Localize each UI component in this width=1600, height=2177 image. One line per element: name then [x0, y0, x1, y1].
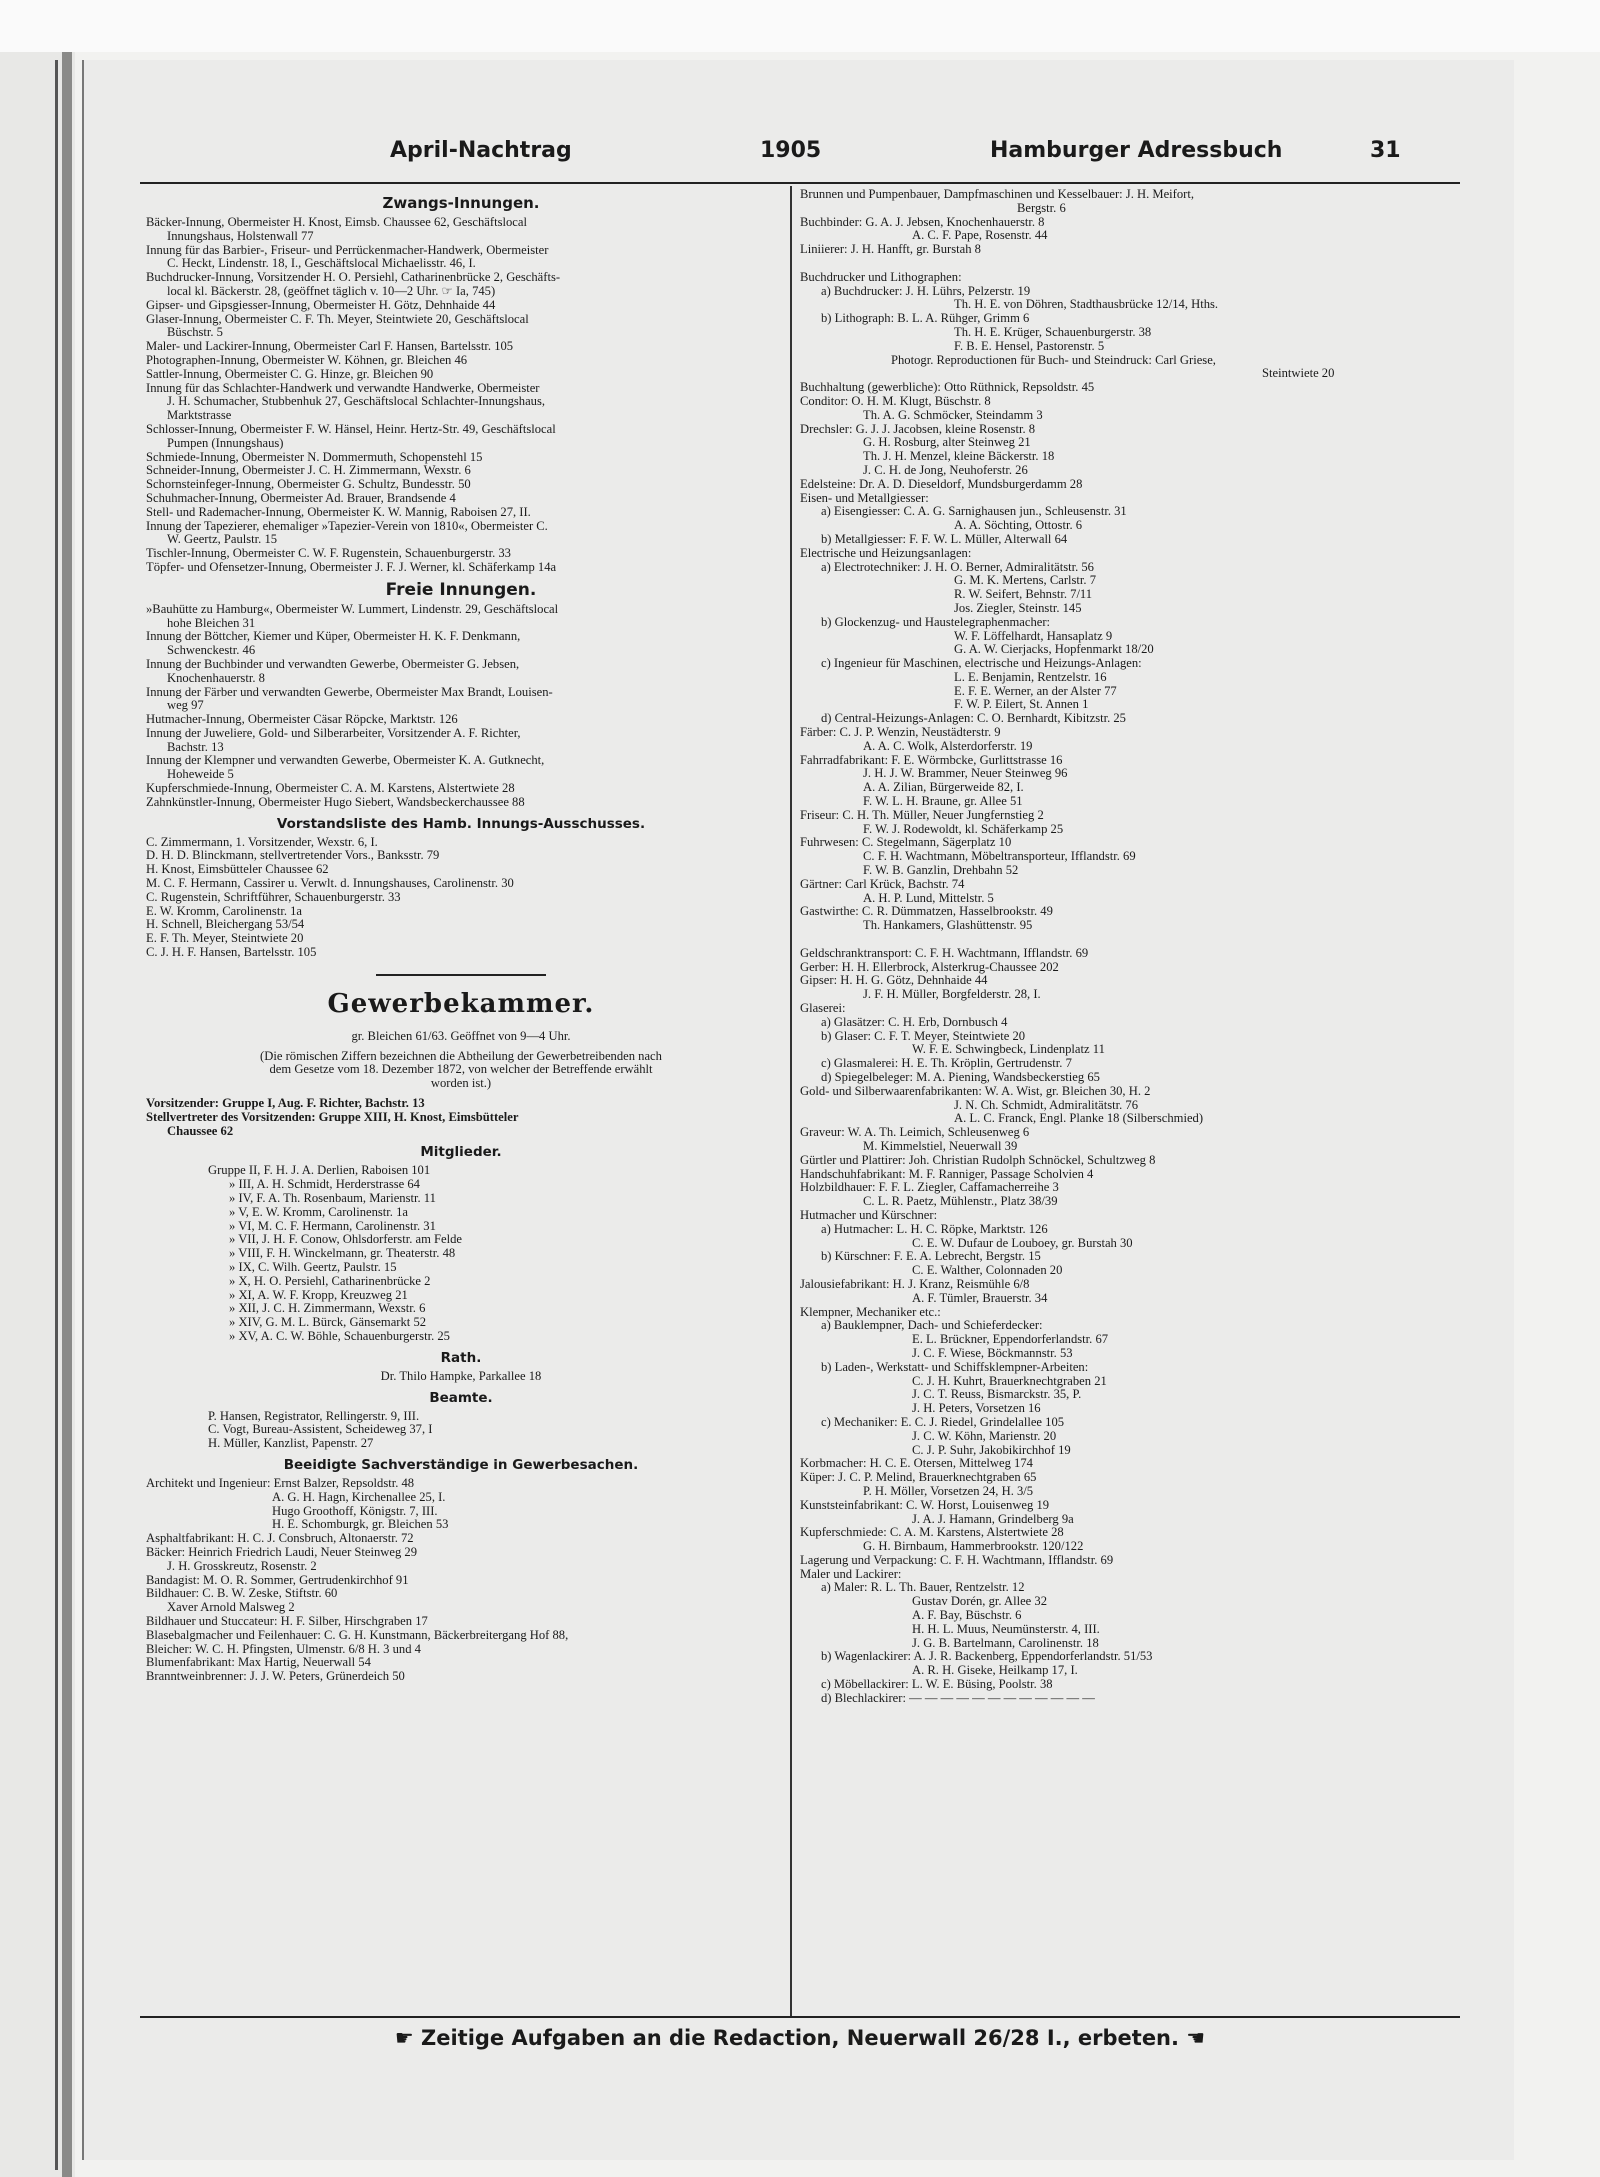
list-item: Buchbinder: G. A. J. Jebsen, Knochenhauerstr. 8	[800, 215, 1045, 229]
list-item: P. H. Möller, Vorsetzen 24, H. 3/5	[863, 1484, 1034, 1498]
list-item: F. B. E. Hensel, Pastorenstr. 5	[954, 339, 1105, 353]
list-item: J. C. H. de Jong, Neuhoferstr. 26	[863, 463, 1028, 477]
list-item: F. W. L. H. Braune, gr. Allee 51	[863, 795, 1023, 809]
right-column	[800, 188, 1430, 1706]
list-item: W. F. E. Schwingbeck, Lindenplatz 11	[912, 1043, 1105, 1057]
list-item: J. A. J. Hamann, Grindelberg 9a	[912, 1512, 1074, 1526]
list-item: J. C. F. Wiese, Böckmannstr. 53	[912, 1346, 1073, 1360]
footer-rule	[140, 2016, 1460, 2018]
list-item: Färber: C. J. P. Wenzin, Neustädterstr. 9	[800, 726, 1001, 740]
list-item: d) Spiegelbeleger: M. A. Piening, Wandsbeckerstieg 65	[821, 1071, 1100, 1084]
list-item: G. M. K. Mertens, Carlstr. 7	[954, 574, 1097, 588]
list-item: C. Vogt, Bureau-Assistent, Scheideweg 37, I	[208, 1423, 433, 1437]
list-item: » XII, J. C. H. Zimmermann, Wexstr. 6	[229, 1302, 426, 1316]
list-item: A. R. H. Giseke, Heilkamp 17, I.	[912, 1664, 1078, 1678]
list-item: a) Hutmacher: L. H. C. Röpke, Marktstr. 126	[821, 1222, 1048, 1236]
list-item: Drechsler: G. J. J. Jacobsen, kleine Rosenstr. 8	[800, 422, 1036, 436]
list-item: Schuhmacher-Innung, Obermeister Ad. Brauer, Brandsende 4	[146, 491, 456, 505]
list-item: A. G. H. Hagn, Kirchenallee 25, I.	[272, 1490, 446, 1504]
list-item: H. Müller, Kanzlist, Papenstr. 27	[208, 1437, 374, 1451]
list-item: Fahrradfabrikant: F. E. Wörmbcke, Gurlittstrasse 16	[800, 753, 1063, 767]
list-item: Bäcker: Heinrich Friedrich Laudi, Neuer Steinweg 29	[146, 1545, 418, 1559]
list-item: Lagerung und Verpackung: C. F. H. Wachtmann, Ifflandstr. 69	[800, 1553, 1114, 1567]
list-item: Kupferschmiede: C. A. M. Karstens, Alstertwiete 28	[800, 1526, 1064, 1540]
list-item: Architekt und Ingenieur: Ernst Balzer, Repsoldstr. 48	[146, 1476, 415, 1490]
list-item: (Die römischen Ziffern bezeichnen die Abtheilung der Gewerbetreibenden nach	[260, 1049, 662, 1063]
gewerbekammer-address: gr. Bleichen 61/63. Geöffnet von 9—4 Uhr.	[351, 1029, 571, 1043]
list-item: Knochenhauerstr. 8	[167, 671, 265, 685]
list-item: Buchhaltung (gewerbliche): Otto Rüthnick, Repsoldstr. 45	[800, 381, 1095, 395]
heading-rath: Rath.	[440, 1349, 482, 1366]
list-item: G. H. Birnbaum, Hammerbrookstr. 120/122	[863, 1540, 1084, 1554]
list-item: Steintwiete 20	[1262, 367, 1335, 381]
list-item: L. E. Benjamin, Rentzelstr. 16	[954, 670, 1107, 684]
list-item: Electrische und Heizungsanlagen:	[800, 546, 972, 560]
list-item: C. Heckt, Lindenstr. 18, I., Geschäftslocal Michaelisstr. 46, I.	[167, 257, 476, 271]
section-rule	[376, 974, 546, 976]
list-zwangs-innungen	[146, 216, 776, 575]
header-title: Hamburger Adressbuch	[990, 138, 1283, 163]
list-item: Stellvertreter des Vorsitzenden: Gruppe XIII, H. Knost, Eimsbütteler	[146, 1110, 519, 1124]
list-beamte	[146, 1410, 776, 1451]
list-item: Blasebalgmacher und Feilenhauer: C. G. H. Kunstmann, Bäckerbreitergang Hof 88,	[146, 1628, 569, 1642]
list-item: C. L. R. Paetz, Mühlenstr., Platz 38/39	[863, 1195, 1058, 1209]
list-item: » VI, M. C. F. Hermann, Carolinenstr. 31	[229, 1219, 436, 1233]
list-item: Eisen- und Metallgiesser:	[800, 491, 929, 505]
list-item: Maler und Lackirer:	[800, 1567, 902, 1581]
list-item: Zahnkünstler-Innung, Obermeister Hugo Siebert, Wandsbeckerchaussee 88	[146, 795, 525, 809]
list-item: J. G. B. Bartelmann, Carolinenstr. 18	[912, 1636, 1099, 1650]
list-item: Schlosser-Innung, Obermeister F. W. Hänsel, Heinr. Hertz-Str. 49, Geschäftslocal	[146, 422, 556, 436]
list-item: Gipser- und Gipsgiesser-Innung, Obermeister H. Götz, Dehnhaide 44	[146, 298, 496, 312]
list-item: » IV, F. A. Th. Rosenbaum, Marienstr. 11	[229, 1192, 436, 1206]
heading-beamte: Beamte.	[429, 1389, 493, 1406]
list-item: A. C. F. Pape, Rosenstr. 44	[912, 229, 1048, 243]
list-item: »Bauhütte zu Hamburg«, Obermeister W. Lummert, Lindenstr. 29, Geschäftslocal	[146, 602, 559, 616]
list-item	[800, 257, 1430, 271]
list-item: H. Schnell, Bleichergang 53/54	[146, 918, 305, 932]
left-column	[146, 188, 776, 1684]
header-rule	[140, 182, 1460, 184]
list-item: dem Gesetze vom 18. Dezember 1872, von welcher der Betreffende erwählt	[269, 1063, 653, 1077]
list-item: Innung für das Barbier-, Friseur- und Perrückenmacher-Handwerk, Obermeister	[146, 243, 549, 257]
list-item: Th. J. H. Menzel, kleine Bäckerstr. 18	[863, 450, 1055, 464]
list-item: Bildhauer und Stuccateur: H. F. Silber, Hirschgraben 17	[146, 1614, 428, 1628]
list-item: Hugo Groothoff, Königstr. 7, III.	[272, 1504, 438, 1518]
list-vorstand	[146, 836, 776, 960]
list-item: Gastwirthe: C. R. Dümmatzen, Hasselbrookstr. 49	[800, 905, 1053, 919]
heading-sachverstaendige: Beeidigte Sachverständige in Gewerbesachen.	[283, 1456, 639, 1473]
list-item: H. Knost, Eimsbütteler Chaussee 62	[146, 863, 329, 877]
list-item: E. W. Kromm, Carolinenstr. 1a	[146, 904, 303, 918]
list-item: Glaser-Innung, Obermeister C. F. Th. Meyer, Steintwiete 20, Geschäftslocal	[146, 312, 529, 326]
list-item: Fuhrwesen: C. Stegelmann, Sägerplatz 10	[800, 836, 1012, 850]
list-item: A. F. Tümler, Brauerstr. 34	[912, 1291, 1048, 1305]
list-item: A. A. Söchting, Ottostr. 6	[954, 519, 1083, 533]
list-item: W. Geertz, Paulstr. 15	[167, 533, 278, 547]
list-item: E. F. E. Werner, an der Alster 77	[954, 684, 1117, 698]
list-item: Buchdrucker und Lithographen:	[800, 270, 962, 284]
list-item: b) Kürschner: F. E. A. Lebrecht, Bergstr. 15	[821, 1250, 1041, 1264]
list-item: Edelsteine: Dr. A. D. Dieseldorf, Mundsburgerdamm 28	[800, 477, 1083, 491]
list-item: Gold- und Silberwaarenfabrikanten: W. A. Wist, gr. Bleichen 30, H. 2	[800, 1084, 1151, 1098]
list-item: a) Electrotechniker: J. H. O. Berner, Admiralitätstr. 56	[821, 560, 1094, 574]
list-item: Geldschranktransport: C. F. H. Wachtmann, Ifflandstr. 69	[800, 946, 1089, 960]
rath-entry: Dr. Thilo Hampke, Parkallee 18	[380, 1369, 542, 1383]
list-item: Klempner, Mechaniker etc.:	[800, 1305, 941, 1319]
list-item: b) Lithograph: B. L. A. Rühger, Grimm 6	[821, 312, 1030, 326]
list-item: c) Mechaniker: E. C. J. Riedel, Grindelallee 105	[821, 1415, 1065, 1429]
list-item: Bachstr. 13	[167, 740, 224, 754]
list-item: Jalousiefabrikant: H. J. Kranz, Reismühle 6/8	[800, 1277, 1030, 1291]
list-item: Pumpen (Innungshaus)	[167, 436, 284, 450]
list-item: worden ist.)	[430, 1077, 492, 1091]
column-divider	[790, 186, 792, 2018]
list-item: hohe Bleichen 31	[167, 616, 256, 630]
list-item: F. W. J. Rodewoldt, kl. Schäferkamp 25	[863, 822, 1064, 836]
list-item: A. F. Bay, Büschstr. 6	[912, 1609, 1022, 1623]
stellvertreter	[146, 1111, 776, 1139]
list-mitglieder	[146, 1164, 776, 1343]
list-item: weg 97	[167, 699, 204, 713]
list-item: Marktstrasse	[167, 409, 232, 423]
list-item: Th. H. E. von Döhren, Stadthausbrücke 12/14, Hths.	[954, 298, 1219, 312]
list-item: Innung der Klempner und verwandten Gewerbe, Obermeister K. A. Gutknecht,	[146, 754, 545, 768]
list-item: Handschuhfabrikant: M. F. Ranniger, Passage Scholvien 4	[800, 1167, 1094, 1181]
list-item: local kl. Bäckerstr. 28, (geöffnet täglich v. 10—2 Uhr. ☞ Ia, 745)	[167, 284, 496, 298]
list-item: a) Eisengiesser: C. A. G. Sarnighausen jun., Schleusenstr. 31	[821, 505, 1127, 519]
list-item: J. H. Peters, Vorsetzen 16	[912, 1402, 1041, 1416]
list-item: » XV, A. C. W. Böhle, Schauenburgerstr. 25	[229, 1329, 450, 1343]
list-item: b) Glockenzug- und Haustelegraphenmacher:	[821, 615, 1051, 629]
list-item: » VIII, F. H. Winckelmann, gr. Theaterstr. 48	[229, 1247, 456, 1261]
list-item: Branntweinbrenner: J. J. W. Peters, Grünerdeich 50	[146, 1670, 405, 1684]
list-item: » XI, A. W. F. Kropp, Kreuzweg 21	[229, 1288, 408, 1302]
list-item: c) Glasmalerei: H. E. Th. Kröplin, Gertrudenstr. 7	[821, 1057, 1072, 1071]
list-item: b) Wagenlackirer: A. J. R. Backenberg, Eppendorferlandstr. 51/53	[821, 1650, 1153, 1664]
list-sachverstaendige	[146, 1477, 776, 1684]
list-item: Gärtner: Carl Krück, Bachstr. 74	[800, 877, 965, 891]
list-item: b) Metallgiesser: F. F. W. L. Müller, Alterwall 64	[821, 532, 1068, 546]
list-item: Kupferschmiede-Innung, Obermeister C. A. M. Karstens, Alstertwiete 28	[146, 782, 515, 796]
list-item: » X, H. O. Persiehl, Catharinenbrücke 2	[229, 1274, 431, 1288]
list-item: J. H. Schumacher, Stubbenhuk 27, Geschäftslocal Schlachter-Innungshaus,	[167, 395, 546, 409]
list-item: J. C. T. Reuss, Bismarckstr. 35, P.	[912, 1388, 1082, 1402]
list-item: C. J. H. F. Hansen, Bartelsstr. 105	[146, 946, 317, 960]
header-section: April-Nachtrag	[390, 138, 572, 163]
heading-mitglieder: Mitglieder.	[420, 1144, 502, 1161]
list-item: Tischler-Innung, Obermeister C. W. F. Rugenstein, Schauenburgerstr. 33	[146, 547, 511, 561]
list-gewerbe	[800, 188, 1430, 1706]
list-item: F. W. B. Ganzlin, Drehbahn 52	[863, 864, 1019, 878]
list-item: Hoheweide 5	[167, 768, 234, 782]
list-item: Bleicher: W. C. H. Pfingsten, Ulmenstr. 6/8 H. 3 und 4	[146, 1642, 421, 1656]
list-item: Hutmacher und Kürschner:	[800, 1208, 938, 1222]
list-item: C. J. H. Kuhrt, Brauerknechtgraben 21	[912, 1374, 1107, 1388]
list-item: Schmiede-Innung, Obermeister N. Dommermuth, Schopenstehl 15	[146, 450, 483, 464]
list-item: » IX, C. Wilh. Geertz, Paulstr. 15	[229, 1261, 397, 1274]
list-item: C. E. Walther, Colonnaden 20	[912, 1264, 1063, 1278]
list-item: » III, A. H. Schmidt, Herderstrasse 64	[229, 1178, 420, 1192]
list-item: Innung der Böttcher, Kiemer und Küper, Obermeister H. K. F. Denkmann,	[146, 630, 521, 644]
list-item: A. H. P. Lund, Mittelstr. 5	[863, 891, 994, 905]
vorsitzender: Vorsitzender: Gruppe I, Aug. F. Richter, Bachstr. 13	[146, 1097, 425, 1111]
list-item: Holzbildhauer: F. F. L. Ziegler, Caffamacherreihe 3	[800, 1181, 1059, 1195]
list-item: Töpfer- und Ofensetzer-Innung, Obermeister J. F. J. Werner, kl. Schäferkamp 14a	[146, 560, 557, 574]
list-item: Gustav Dorén, gr. Allee 32	[912, 1595, 1048, 1609]
list-item: Korbmacher: H. C. E. Otersen, Mittelweg 174	[800, 1457, 1033, 1471]
list-item: c) Möbellackirer: L. W. E. Büsing, Poolstr. 38	[821, 1678, 1053, 1692]
list-item: Photogr. Reproductionen für Buch- und Steindruck: Carl Griese,	[891, 353, 1216, 367]
list-item: Asphaltfabrikant: H. C. J. Consbruch, Altonaerstr. 72	[146, 1532, 414, 1546]
list-item: Schneider-Innung, Obermeister J. C. H. Zimmermann, Wexstr. 6	[146, 464, 471, 478]
list-item: Photographen-Innung, Obermeister W. Köhnen, gr. Bleichen 46	[146, 353, 468, 367]
page-header	[300, 138, 1440, 174]
list-item: Chaussee 62	[167, 1124, 234, 1138]
list-item: J. H. J. W. Brammer, Neuer Steinweg 96	[863, 767, 1068, 781]
list-item: Stell- und Rademacher-Innung, Obermeister K. W. Mannig, Raboisen 27, II.	[146, 505, 531, 519]
list-item: Gerber: H. H. Ellerbrock, Alsterkrug-Chaussee 202	[800, 960, 1059, 974]
list-item: E. F. Th. Meyer, Steintwiete 20	[146, 932, 304, 946]
list-item: C. F. H. Wachtmann, Möbeltransporteur, Ifflandstr. 69	[863, 850, 1136, 864]
list-item: H. E. Schomburgk, gr. Bleichen 53	[272, 1518, 449, 1532]
list-item: d) Central-Heizungs-Anlagen: C. O. Bernhardt, Kibitzstr. 25	[821, 712, 1126, 726]
list-item: Innung der Färber und verwandten Gewerbe, Obermeister Max Brandt, Louisen-	[146, 685, 553, 699]
list-item: Gipser: H. H. G. Götz, Dehnhaide 44	[800, 974, 988, 988]
header-page-number: 31	[1370, 138, 1401, 163]
list-item: Liniierer: J. H. Hanfft, gr. Burstah 8	[800, 243, 981, 257]
list-item: d) Blechlackirer: — — — — — — — — — — — —	[821, 1691, 1095, 1705]
list-item: A. A. Zilian, Bürgerweide 82, I.	[863, 781, 1024, 795]
list-item: Graveur: W. A. Th. Leimich, Schleusenweg 6	[800, 1126, 1030, 1140]
list-item: Innung der Tapezierer, ehemaliger »Tapezier-Verein von 1810«, Obermeister C.	[146, 519, 548, 533]
list-item: Gürtler und Plattirer: Joh. Christian Rudolph Schnöckel, Schultzweg 8	[800, 1153, 1156, 1167]
heading-zwangs-innungen: Zwangs-Innungen.	[382, 194, 540, 212]
list-item: Th. A. G. Schmöcker, Steindamm 3	[863, 408, 1043, 422]
list-item: Blumenfabrikant: Max Hartig, Neuerwall 54	[146, 1656, 371, 1670]
list-item: Bandagist: M. O. R. Sommer, Gertrudenkirchhof 91	[146, 1573, 409, 1587]
list-item: Küper: J. C. P. Melind, Brauerknechtgraben 65	[800, 1471, 1037, 1485]
list-item: A. A. C. Wolk, Alsterdorferstr. 19	[863, 739, 1033, 753]
list-item: Innung der Juweliere, Gold- und Silberarbeiter, Vorsitzender A. F. Richter,	[146, 726, 521, 740]
list-item: Glaserei:	[800, 1002, 846, 1016]
list-item: Brunnen und Pumpenbauer, Dampfmaschinen und Kesselbauer: J. H. Meifort,	[800, 188, 1195, 201]
list-item: Hutmacher-Innung, Obermeister Cäsar Röpcke, Marktstr. 126	[146, 713, 458, 727]
list-item: J. H. Grosskreutz, Rosenstr. 2	[167, 1559, 317, 1573]
list-item: » V, E. W. Kromm, Carolinenstr. 1a	[229, 1205, 408, 1219]
list-item: Bäcker-Innung, Obermeister H. Knost, Eimsb. Chaussee 62, Geschäftslocal	[146, 216, 527, 229]
list-item: Schwenckestr. 46	[167, 644, 256, 658]
list-item: a) Glasätzer: C. H. Erb, Dornbusch 4	[821, 1015, 1008, 1029]
list-item: a) Bauklempner, Dach- und Schieferdecker:	[821, 1319, 1043, 1333]
list-item: Bildhauer: C. B. W. Zeske, Stiftstr. 60	[146, 1587, 338, 1601]
list-item: Bergstr. 6	[1017, 201, 1066, 215]
list-item: Maler- und Lackirer-Innung, Obermeister Carl F. Hansen, Bartelsstr. 105	[146, 340, 514, 354]
list-item: Innung für das Schlachter-Handwerk und verwandte Handwerke, Obermeister	[146, 381, 540, 395]
list-item: J. F. H. Müller, Borgfelderstr. 28, I.	[863, 988, 1041, 1002]
list-item: a) Maler: R. L. Th. Bauer, Rentzelstr. 12	[821, 1581, 1025, 1595]
gewerbekammer-note	[146, 1050, 776, 1091]
list-item: R. W. Seifert, Behnstr. 7/11	[954, 588, 1093, 602]
list-item: » VII, J. H. F. Conow, Ohlsdorferstr. am Felde	[229, 1233, 463, 1247]
list-item: a) Buchdrucker: J. H. Lührs, Pelzerstr. 19	[821, 284, 1031, 298]
list-item: E. L. Brückner, Eppendorferlandstr. 67	[912, 1333, 1109, 1347]
list-item: G. A. W. Cierjacks, Hopfenmarkt 18/20	[954, 643, 1154, 657]
heading-vorstandsliste: Vorstandsliste des Hamb. Innungs-Ausschusses.	[276, 815, 646, 832]
list-item: Friseur: C. H. Th. Müller, Neuer Jungfernstieg 2	[800, 808, 1044, 822]
list-item: Gruppe II, F. H. J. A. Derlien, Raboisen 101	[208, 1164, 431, 1178]
list-item: C. Rugenstein, Schriftführer, Schauenburgerstr. 33	[146, 890, 401, 904]
list-item: » XIV, G. M. L. Bürck, Gänsemarkt 52	[229, 1316, 427, 1330]
list-item: C. J. P. Suhr, Jakobikirchhof 19	[912, 1443, 1071, 1457]
list-item: J. C. W. Köhn, Marienstr. 20	[912, 1429, 1057, 1443]
list-item	[800, 933, 1430, 947]
list-item: Conditor: O. H. M. Klugt, Büschstr. 8	[800, 394, 991, 408]
list-item: A. L. C. Franck, Engl. Planke 18 (Silberschmied)	[954, 1112, 1204, 1126]
list-item: G. H. Rosburg, alter Steinweg 21	[863, 436, 1031, 450]
list-item: b) Glaser: C. F. T. Meyer, Steintwiete 20	[821, 1029, 1026, 1043]
list-item: Th. H. E. Krüger, Schauenburgerstr. 38	[954, 325, 1152, 339]
book-binding	[62, 52, 72, 2177]
header-year: 1905	[760, 138, 822, 163]
list-item: Kunststeinfabrikant: C. W. Horst, Louisenweg 19	[800, 1498, 1050, 1512]
list-item: Th. Hankamers, Glashüttenstr. 95	[863, 919, 1033, 933]
list-item: F. W. P. Eilert, St. Annen 1	[954, 698, 1089, 712]
list-item: C. Zimmermann, 1. Vorsitzender, Wexstr. 6, I.	[146, 835, 378, 849]
list-item: H. H. L. Muus, Neumünsterstr. 4, III.	[912, 1622, 1100, 1636]
list-freie-innungen	[146, 603, 776, 810]
list-item: Innungshaus, Holstenwall 77	[167, 229, 314, 243]
list-item: Büschstr. 5	[167, 326, 223, 340]
list-item: b) Laden-, Werkstatt- und Schiffsklempner-Arbeiten:	[821, 1360, 1089, 1374]
list-item: Innung der Buchbinder und verwandten Gewerbe, Obermeister G. Jebsen,	[146, 657, 520, 671]
list-item: D. H. D. Blinckmann, stellvertretender Vors., Banksstr. 79	[146, 849, 440, 863]
list-item: Jos. Ziegler, Steinstr. 145	[954, 601, 1082, 615]
list-item: J. N. Ch. Schmidt, Admiralitätstr. 76	[954, 1098, 1139, 1112]
list-item: c) Ingenieur für Maschinen, electrische und Heizungs-Anlagen:	[821, 657, 1142, 671]
list-item: Xaver Arnold Malsweg 2	[167, 1601, 295, 1615]
footer-notice: ☛ Zeitige Aufgaben an die Redaction, Neuerwall 26/28 I., erbeten. ☚	[394, 2026, 1206, 2050]
list-item: C. E. W. Dufaur de Louboey, gr. Burstah 30	[912, 1236, 1133, 1250]
spine-line	[55, 60, 58, 2170]
heading-gewerbekammer: Gewerbekammer.	[327, 988, 595, 1019]
list-item: M. C. F. Hermann, Cassirer u. Verwlt. d. Innungshauses, Carolinenstr. 30	[146, 877, 514, 891]
list-item: M. Kimmelstiel, Neuerwall 39	[863, 1139, 1018, 1153]
list-item: Buchdrucker-Innung, Vorsitzender H. O. Persiehl, Catharinenbrücke 2, Geschäfts-	[146, 271, 561, 285]
scan-top-margin	[0, 0, 1600, 52]
heading-freie-innungen: Freie Innungen.	[385, 579, 537, 600]
list-item: Schornsteinfeger-Innung, Obermeister G. Schultz, Bundesstr. 50	[146, 478, 471, 492]
list-item: W. F. Löffelhardt, Hansaplatz 9	[954, 629, 1113, 643]
list-item: Sattler-Innung, Obermeister C. G. Hinze, gr. Bleichen 90	[146, 367, 434, 381]
list-item: P. Hansen, Registrator, Rellingerstr. 9, III.	[208, 1409, 420, 1423]
